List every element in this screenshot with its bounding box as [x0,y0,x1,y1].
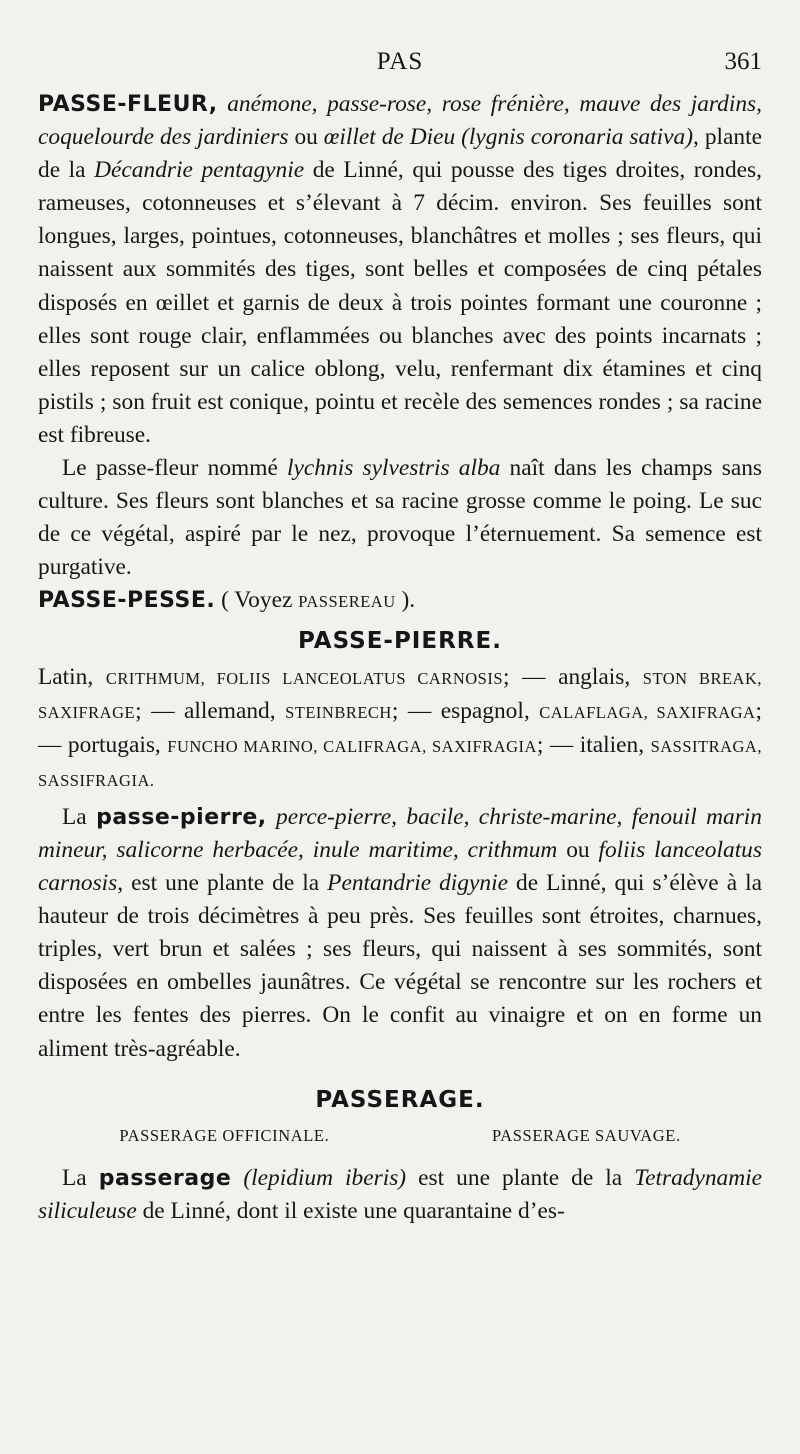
language-label: ; — portugais, [38,697,762,758]
latin-name: (lygnis coronaria sativa) [461,124,694,151]
latin-name: lychnis sylvestris alba [287,455,501,482]
paragraph-passe-pierre [38,801,762,1066]
body-text: naît dans les champs sans culture. Ses fleurs sont blanches et sa racine grosse comme le poing. Le suc de ce végétal, aspiré par le nez, provoque l’éternuement. Sa semence est purgative. [38,455,762,581]
running-head-word: PAS [376,48,424,75]
foreign-name-allemand: STEINBRECH [285,702,392,722]
body-text: ). [401,587,416,614]
linnaean-class: Pentandrie digynie [327,870,508,897]
body-text: est une plante de la [418,1164,623,1191]
linnaean-class: Tetradynamie siliculeuse [38,1164,762,1224]
body-text: ( Voyez [221,587,293,614]
synonym-oeillet: œillet de Dieu [323,124,456,151]
foreign-name-italien: SASSITRAGA, SASSIFRAGIA. [38,736,762,790]
foreign-name-portugais: FUNCHO MARINO, CALIFRAGA, SAXIFRAGIA [167,736,537,756]
body-text: La [62,1164,87,1191]
paragraph-lychnis [38,452,762,584]
conjunction: ou [566,836,590,863]
paragraph-passerage [38,1162,762,1228]
foreign-names-passe-pierre [38,661,762,797]
body-text: La [62,803,87,830]
entry-word-passe-pesse: PASSE-PESSE. [38,588,216,614]
entry-word-passe-fleur: PASSE-FLEUR, [38,92,218,117]
section-title-passe-pierre: PASSE-PIERRE. [298,627,502,654]
entry-word-passe-pierre: passe-pierre, [96,804,267,830]
synonyms-passe-fleur: anémone, passe-rose, rose frénière, mauve des jardins, coquelourde des jardiniers [38,91,762,151]
body-text: , plante de la [38,124,762,184]
body-text: de Linné, qui s’élève à la hauteur de trois décimètres à peu près. Ses feuilles sont étroites, charnues, triples, vert brun et salées ; ses fleurs, qui naissent à ses sommités, sont disposées en ombelles jaunâtres. Ce végétal se rencontre sur les rochers et entre les fentes des pierres. On le confit au vinaigre et on en forme un aliment très-agréable. [38,870,762,1062]
body-text: de Linné, dont il existe une quarantaine d’es- [142,1197,565,1224]
section-title-passerage: PASSERAGE. [315,1086,485,1113]
sub-heading-officinale: PASSERAGE OFFICINALE. [119,1125,330,1145]
entry-passe-fleur [38,88,762,452]
entry-word-passerage: passerage [98,1165,232,1191]
foreign-name-anglais: STON BREAK, SAXIFRAGE [38,668,762,722]
language-label: Latin, [38,663,94,690]
language-label: ; — allemand, [135,697,276,724]
foreign-name-espagnol: CALAFLAGA, SAXIFRAGA [539,702,756,722]
body-text: de Linné, qui pousse des tiges droites, rondes, rameuses, cotonneuses et s’élevant à 7 décim. environ. Ses feuilles sont longues, larges, pointues, cotonneuses, blanchâtres et molles ; ses fleurs, qui naissent aux sommités des tiges, sont belles et composées de cinq pétales disposés en œillet et garnis de deux à trois pointes formant une couronne ; elles sont rouge clair, enflammées ou blanches avec des points incarnats ; elles reposent sur un calice oblong, velu, renfermant dix étamines et cinq pistils ; son fruit est conique, pointu et recèle des semences rondes ; sa racine est fibreuse. [38,157,762,448]
latin-name: foliis lanceolatus carnosis [38,836,762,897]
linnaean-class: Décandrie pentagynie [94,157,305,184]
synonyms-passe-pierre: perce-pierre, bacile, christe-marine, fenouil marin mineur, salicorne herbacée, inule maritime, crithmum [38,803,763,863]
latin-name: (lepidium iberis) [243,1164,407,1191]
page-number: 361 [724,48,762,75]
sub-headings-passerage [38,1124,762,1148]
language-label: ; — italien, [536,731,645,758]
foreign-name-latin: CRITHMUM, FOLIIS LANCEOLATUS CARNOSIS [105,668,503,688]
language-label: ; — anglais, [503,663,631,690]
sub-heading-sauvage: PASSERAGE SAUVAGE. [491,1125,681,1145]
running-head [38,48,762,88]
entry-passe-pesse [38,584,762,618]
cross-reference: PASSEREAU [298,592,396,612]
body-text: , est une plante de la [117,870,320,897]
body-text: Le passe-fleur nommé [62,455,278,482]
page-text [38,88,762,1228]
language-label: ; — espagnol, [391,697,530,724]
conjunction: ou [294,124,318,151]
